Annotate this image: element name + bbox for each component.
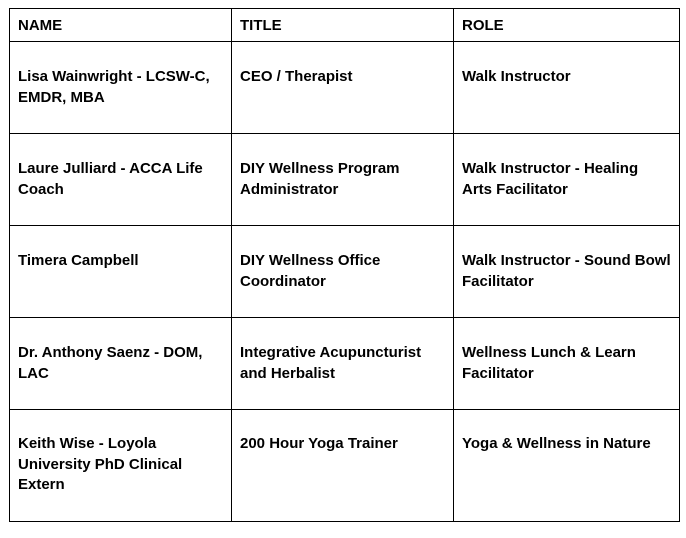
cell-role: Yoga & Wellness in Nature bbox=[454, 410, 680, 522]
header-title: TITLE bbox=[232, 9, 454, 42]
table-row bbox=[10, 134, 680, 226]
staff-table bbox=[9, 8, 680, 522]
table-row bbox=[10, 410, 680, 522]
cell-role: Wellness Lunch & Learn Facilitator bbox=[454, 318, 680, 410]
cell-name: Timera Campbell bbox=[10, 226, 232, 318]
cell-role: Walk Instructor - Healing Arts Facilitator bbox=[454, 134, 680, 226]
cell-name: Dr. Anthony Saenz - DOM, LAC bbox=[10, 318, 232, 410]
cell-title: 200 Hour Yoga Trainer bbox=[232, 410, 454, 522]
cell-title: DIY Wellness Program Administrator bbox=[232, 134, 454, 226]
table-row bbox=[10, 226, 680, 318]
cell-role: Walk Instructor - Sound Bowl Facilitator bbox=[454, 226, 680, 318]
cell-name: Lisa Wainwright - LCSW-C, EMDR, MBA bbox=[10, 42, 232, 134]
cell-name: Laure Julliard - ACCA Life Coach bbox=[10, 134, 232, 226]
cell-title: DIY Wellness Office Coordinator bbox=[232, 226, 454, 318]
header-row bbox=[10, 9, 680, 42]
header-role: ROLE bbox=[454, 9, 680, 42]
cell-name: Keith Wise - Loyola University PhD Clinical Extern bbox=[10, 410, 232, 522]
header-name: NAME bbox=[10, 9, 232, 42]
table-row bbox=[10, 318, 680, 410]
cell-title: CEO / Therapist bbox=[232, 42, 454, 134]
table-row bbox=[10, 42, 680, 134]
cell-role: Walk Instructor bbox=[454, 42, 680, 134]
cell-title: Integrative Acupuncturist and Herbalist bbox=[232, 318, 454, 410]
